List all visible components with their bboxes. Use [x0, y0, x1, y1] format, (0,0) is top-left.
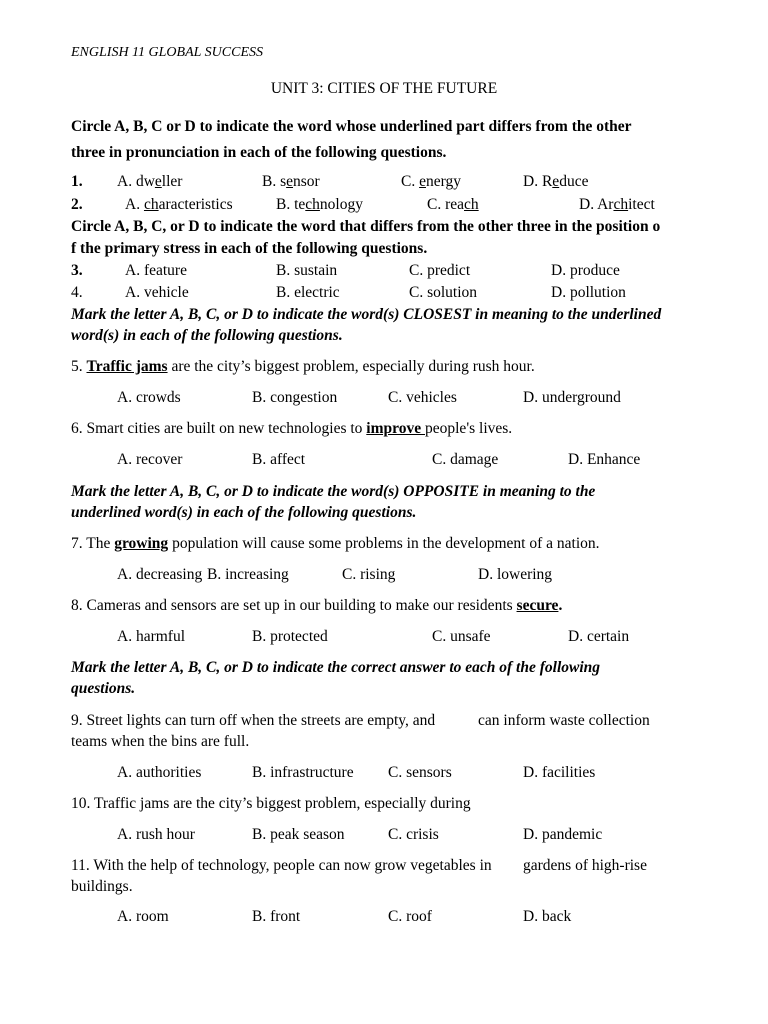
option-b[interactable]: B. peak season — [252, 826, 345, 843]
option-text: A. dw — [117, 173, 155, 190]
option-c[interactable] — [401, 173, 461, 191]
key-word: growing — [114, 535, 169, 552]
option-d[interactable]: D. pollution — [551, 284, 626, 301]
option-a[interactable]: A. rush hour — [117, 826, 195, 843]
question-text: 11. With the help of technology, people can now grow vegetables in — [71, 857, 492, 874]
option-a[interactable]: A. crowds — [117, 389, 181, 406]
option-a[interactable]: A. recover — [117, 451, 183, 468]
underlined-part: e — [154, 173, 162, 190]
underlined-part: ch — [305, 196, 320, 213]
section-instruction-stress-line2: f the primary stress in each of the following questions. — [71, 240, 428, 257]
question-number: 4. — [71, 284, 83, 301]
option-d[interactable]: D. produce — [551, 262, 620, 279]
section-instruction-correct-line1: Mark the letter A, B, C, or D to indicate the correct answer to each of the following — [71, 659, 601, 676]
option-b[interactable]: B. electric — [276, 284, 340, 301]
option-text: C. rea — [427, 196, 465, 213]
option-text: aracteristics — [158, 196, 233, 213]
option-c[interactable]: C. unsafe — [432, 628, 491, 645]
option-d[interactable]: D. lowering — [478, 566, 553, 583]
option-text: B. te — [276, 196, 306, 213]
question-text: 9. Street lights can turn off when the streets are empty, and — [71, 712, 436, 729]
question-number: 1. — [71, 173, 83, 190]
option-c[interactable]: C. sensors — [388, 764, 452, 781]
key-word: improve — [366, 420, 425, 437]
question-text — [71, 420, 512, 438]
question-text: buildings. — [71, 878, 133, 895]
option-d[interactable]: D. facilities — [523, 764, 596, 781]
option-d[interactable]: D. pandemic — [523, 826, 603, 843]
option-d[interactable]: D. back — [523, 908, 572, 925]
option-a[interactable] — [117, 173, 182, 191]
option-d[interactable]: D. certain — [568, 628, 630, 645]
option-text: itect — [628, 196, 655, 213]
question-text: 10. Traffic jams are the city’s biggest problem, especially during — [71, 795, 471, 812]
option-c[interactable]: C. damage — [432, 451, 499, 468]
option-b[interactable]: B. protected — [252, 628, 328, 645]
option-text: C. — [401, 173, 420, 190]
option-text: B. s — [262, 173, 287, 190]
option-text: D. Ar — [579, 196, 614, 213]
option-b[interactable] — [262, 173, 320, 191]
option-text: nsor — [293, 173, 320, 190]
option-b[interactable]: B. front — [252, 908, 301, 925]
option-c[interactable]: C. rising — [342, 566, 396, 583]
question-stem: 5. — [71, 358, 87, 375]
option-text: D. R — [523, 173, 553, 190]
question-stem: people's lives. — [425, 420, 513, 437]
section-instruction-closest-line1: Mark the letter A, B, C, or D to indicate the word(s) CLOSEST in meaning to the underlined — [71, 306, 662, 323]
underlined-part: e — [419, 173, 426, 190]
option-d[interactable] — [579, 196, 655, 214]
question-number: 3. — [71, 262, 83, 279]
option-b[interactable]: B. sustain — [276, 262, 338, 279]
question-stem: 7. The — [71, 535, 115, 552]
option-b[interactable]: B. increasing — [207, 566, 289, 583]
option-c[interactable]: C. predict — [409, 262, 471, 279]
option-c[interactable]: C. vehicles — [388, 389, 457, 406]
question-text — [71, 597, 562, 615]
page-title: UNIT 3: CITIES OF THE FUTURE — [270, 80, 498, 97]
question-stem: 6. Smart cities are built on new technologies to — [71, 420, 367, 437]
option-a[interactable]: A. authorities — [117, 764, 202, 781]
option-a[interactable]: A. decreasing — [117, 566, 203, 583]
underlined-part: ch — [464, 196, 479, 213]
option-a[interactable]: A. vehicle — [125, 284, 189, 301]
option-text: A. — [125, 196, 144, 213]
option-c[interactable]: C. roof — [388, 908, 432, 925]
option-c[interactable]: C. crisis — [388, 826, 439, 843]
option-c[interactable]: C. solution — [409, 284, 478, 301]
option-a[interactable]: A. harmful — [117, 628, 186, 645]
question-text — [71, 535, 600, 553]
section-instruction-closest-line2: word(s) in each of the following questions. — [71, 327, 343, 344]
key-word: secure — [516, 597, 559, 614]
question-stem: population will cause some problems in the development of a nation. — [168, 535, 600, 552]
section-instruction-pronunciation-line2: three in pronunciation in each of the following questions. — [71, 144, 447, 161]
option-text: nology — [319, 196, 363, 213]
key-word: Traffic jams — [86, 358, 168, 375]
question-text — [71, 358, 535, 376]
section-instruction-stress-line1: Circle A, B, C, or D to indicate the word that differs from the other three in the position o — [71, 218, 661, 235]
option-a[interactable]: A. feature — [125, 262, 187, 279]
section-instruction-correct-line2: questions. — [71, 680, 136, 697]
underlined-part: e — [552, 173, 560, 190]
option-b[interactable] — [276, 196, 363, 214]
question-stem: 8. Cameras and sensors are set up in our building to make our residents — [71, 597, 517, 614]
question-stem: . — [558, 597, 563, 614]
question-text: teams when the bins are full. — [71, 733, 250, 750]
underlined-part: ch — [613, 196, 629, 213]
option-text: duce — [559, 173, 589, 190]
underlined-part: ch — [143, 196, 159, 213]
option-d[interactable] — [523, 173, 588, 191]
option-d[interactable]: D. underground — [523, 389, 621, 406]
option-text: nergy — [425, 173, 461, 190]
question-stem: are the city’s biggest problem, especially during rush hour. — [167, 358, 535, 375]
option-d[interactable]: D. Enhance — [568, 451, 641, 468]
section-instruction-opposite-line2: underlined word(s) in each of the following questions. — [71, 504, 417, 521]
option-a[interactable]: A. room — [117, 908, 169, 925]
document-header: ENGLISH 11 GLOBAL SUCCESS — [71, 45, 264, 60]
question-text: can inform waste collection — [478, 712, 650, 729]
option-a[interactable] — [125, 196, 233, 214]
option-b[interactable]: B. infrastructure — [252, 764, 354, 781]
section-instruction-opposite-line1: Mark the letter A, B, C, or D to indicate the word(s) OPPOSITE in meaning to the — [71, 483, 596, 500]
option-text: ller — [161, 173, 183, 190]
option-b[interactable]: B. congestion — [252, 389, 338, 406]
option-c[interactable] — [427, 196, 479, 214]
question-number: 2. — [71, 196, 83, 213]
section-instruction-pronunciation-line1: Circle A, B, C or D to indicate the word whose underlined part differs from the other — [71, 118, 632, 135]
underlined-part: e — [286, 173, 294, 190]
option-b[interactable]: B. affect — [252, 451, 306, 468]
question-text: gardens of high-rise — [523, 857, 647, 874]
